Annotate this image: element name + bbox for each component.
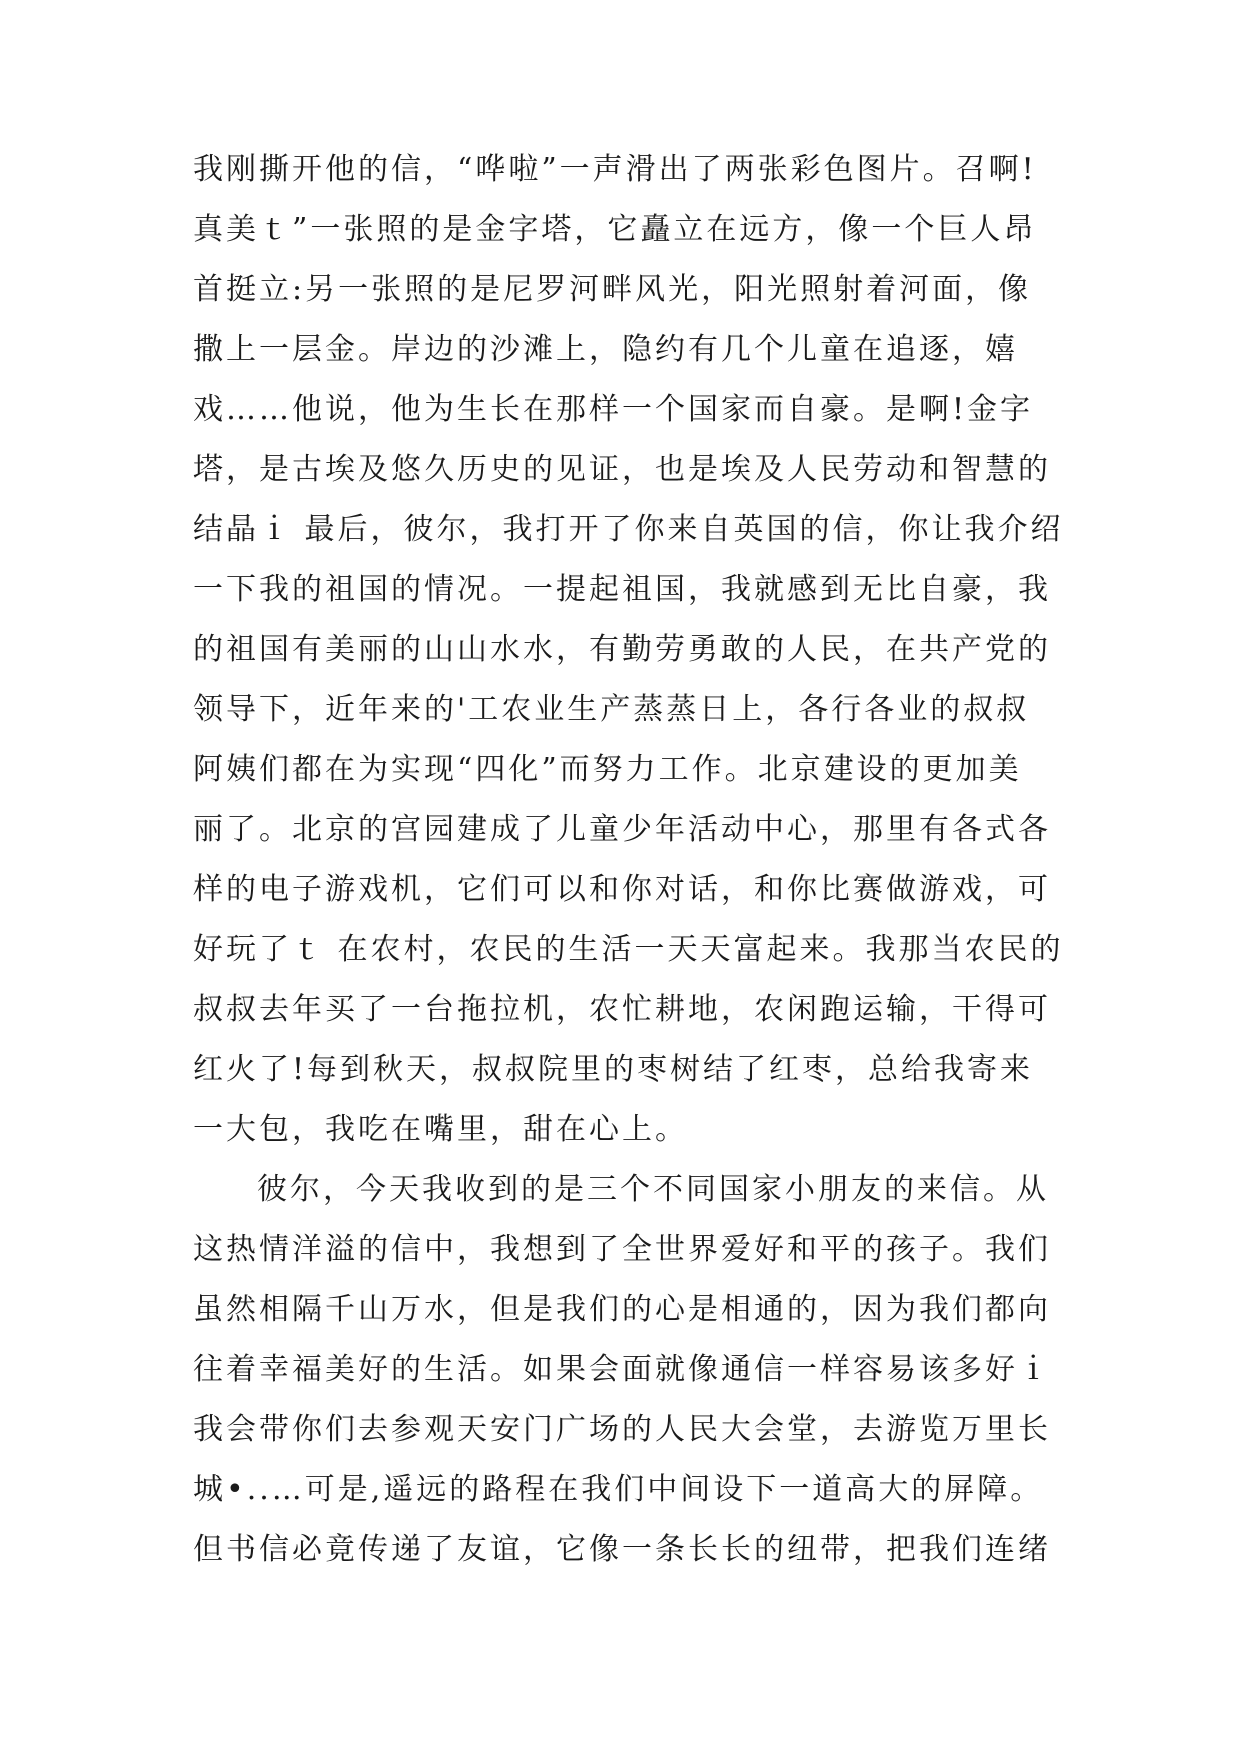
- text-line: 红火了!每到秋天，叔叔院里的枣树结了红枣，总给我寄来: [193, 1052, 1034, 1087]
- text-line: 撒上一层金。岸边的沙滩上，隐约有几个儿童在追逐，嬉: [193, 332, 1018, 367]
- text-line: 但书信必竟传递了友谊，它像一条长长的纽带，把我们连绪: [193, 1532, 1051, 1567]
- text-line: 样的电子游戏机，它们可以和你对话，和你比赛做游戏，可: [193, 872, 1051, 907]
- letter-body: [193, 140, 1073, 1580]
- text-line: 戏……他说，他为生长在那样一个国家而自豪。是啊!金字: [193, 392, 1034, 427]
- text-line: 真美ｔ”一张照的是金字塔，它矗立在远方，像一个巨人昂: [193, 212, 1037, 247]
- text-line: 一大包，我吃在嘴里，甜在心上。: [193, 1112, 688, 1147]
- text-line: 一下我的祖国的情况。一提起祖国，我就感到无比自豪，我: [193, 572, 1051, 607]
- text-line: 好玩了ｔ 在农村，农民的生活一天天富起来。我那当农民的: [193, 932, 1064, 967]
- text-line: 领导下，近年来的'工农业生产蒸蒸日上，各行各业的叔叔: [193, 692, 1030, 727]
- text-line: 城•..…可是,遥远的路程在我们中间设下一道高大的屏障。: [193, 1472, 1044, 1507]
- text-line: 我会带你们去参观天安门广场的人民大会堂，去游览万里长: [193, 1412, 1051, 1447]
- text-line: 这热情洋溢的信中，我想到了全世界爱好和平的孩子。我们: [193, 1232, 1051, 1267]
- paragraph-start-line: 彼尔，今天我收到的是三个不同国家小朋友的来信。从: [257, 1172, 1049, 1207]
- text-line: 的祖国有美丽的山山水水，有勤劳勇敢的人民，在共产党的: [193, 632, 1051, 667]
- text-line: 塔，是古埃及悠久历史的见证，也是埃及人民劳动和智慧的: [193, 452, 1051, 487]
- text-line: 结晶ｉ 最后，彼尔，我打开了你来自英国的信，你让我介绍: [193, 512, 1064, 547]
- text-line: 阿姨们都在为实现“四化”而努力工作。北京建设的更加美: [193, 752, 1022, 787]
- text-line: 往着幸福美好的生活。如果会面就像通信一样容易该多好ｉ: [193, 1352, 1051, 1387]
- text-line: 虽然相隔千山万水，但是我们的心是相通的，因为我们都向: [193, 1292, 1051, 1327]
- text-line: 丽了。北京的宫园建成了儿童少年活动中心，那里有各式各: [193, 812, 1051, 847]
- text-line: 叔叔去年买了一台拖拉机，农忙耕地，农闲跑运输，干得可: [193, 992, 1051, 1027]
- text-line: 首挺立:另一张照的是尼罗河畔风光，阳光照射着河面，像: [193, 272, 1032, 307]
- text-line: 我刚撕开他的信，“哗啦”一声滑出了两张彩色图片。召啊!: [193, 152, 1037, 187]
